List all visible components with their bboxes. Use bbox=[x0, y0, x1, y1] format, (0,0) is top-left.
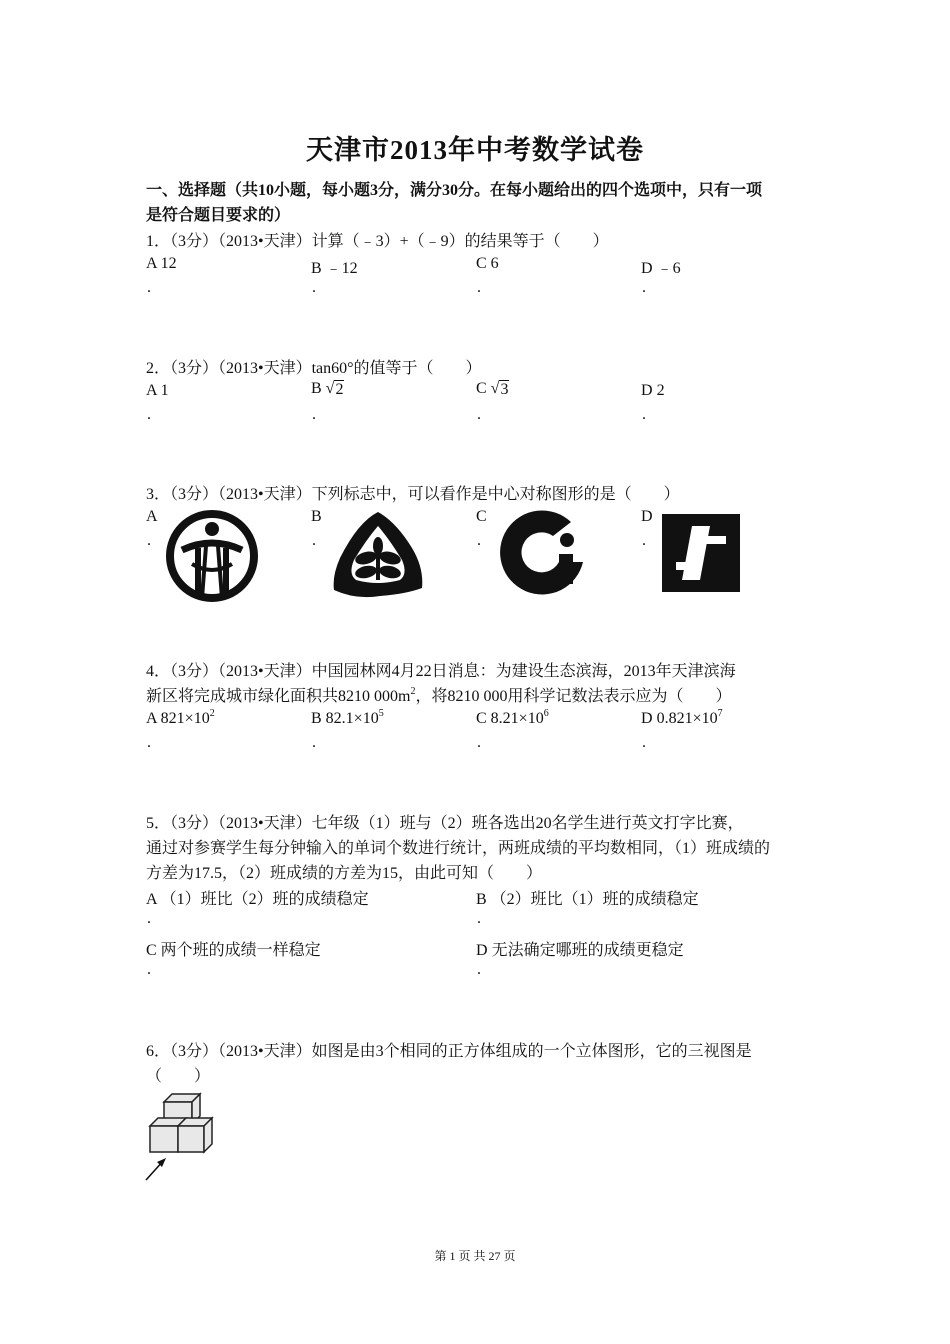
radical-sign-icon: √ bbox=[490, 380, 500, 397]
question-4-stem-line-2 bbox=[146, 683, 731, 706]
option-dot: . bbox=[642, 406, 646, 423]
question-6-stem-line-2: （ ） bbox=[146, 1068, 211, 1085]
person-in-circle-logo[interactable] bbox=[162, 506, 262, 606]
option-letter: D bbox=[476, 942, 488, 959]
option-a[interactable] bbox=[146, 382, 169, 400]
three-cube-solid-figure bbox=[142, 1088, 218, 1184]
option-text: 两个班的成绩一样稳定 bbox=[160, 942, 321, 959]
option-letter: A bbox=[146, 255, 157, 272]
option-dot: . bbox=[477, 279, 481, 296]
superscript: 2 bbox=[410, 686, 416, 697]
option-b[interactable] bbox=[311, 255, 358, 278]
option-dot: . bbox=[147, 406, 151, 423]
option-d[interactable] bbox=[476, 937, 684, 960]
option-b[interactable] bbox=[311, 710, 384, 728]
option-dot: . bbox=[147, 532, 151, 549]
question-3-stem: 3．（3分）（2013•天津）下列标志中，可以看作是中心对称图形的是（ ） bbox=[146, 486, 680, 503]
leaf-in-curved-triangle-logo[interactable] bbox=[328, 508, 428, 598]
option-letter: A bbox=[146, 891, 157, 908]
option-base: 0.821×10 bbox=[656, 710, 718, 727]
page-footer: 第 1 页 共 27 页 bbox=[434, 1249, 516, 1263]
option-text: 6 bbox=[490, 255, 499, 272]
option-letter: C bbox=[476, 255, 487, 272]
option-text: 1 bbox=[160, 382, 169, 399]
option-exponent: 2 bbox=[209, 708, 215, 719]
option-letter: A bbox=[146, 710, 157, 727]
radical-sign-icon: √ bbox=[325, 380, 335, 397]
question-5-stem-line-3: 方差为17.5，（2）班成绩的方差为15，由此可知（ ） bbox=[146, 865, 543, 882]
option-c[interactable] bbox=[476, 710, 549, 728]
option-b[interactable] bbox=[476, 886, 699, 909]
question-2-stem: 2．（3分）（2013•天津）tan60°的值等于（ ） bbox=[146, 360, 482, 377]
option-d-letter[interactable]: D bbox=[641, 508, 653, 525]
option-text: （2）班比（1）班的成绩稳定 bbox=[490, 891, 699, 908]
option-d[interactable] bbox=[641, 382, 665, 400]
option-letter: C bbox=[476, 710, 487, 727]
option-dot: . bbox=[477, 961, 481, 978]
question-5-stem-line-1: 5．（3分）（2013•天津）七年级（1）班与（2）班各选出20名学生进行英文打字比赛， bbox=[146, 815, 744, 832]
option-dot: . bbox=[147, 961, 151, 978]
option-a[interactable] bbox=[146, 886, 369, 909]
option-dot: . bbox=[642, 532, 646, 549]
option-letter: B bbox=[311, 260, 322, 277]
option-dot: . bbox=[477, 532, 481, 549]
option-base: 82.1×10 bbox=[325, 710, 379, 727]
option-c[interactable] bbox=[146, 937, 321, 960]
option-dot: . bbox=[312, 279, 316, 296]
question-4-stem-line-1: 4．（3分）（2013•天津）中国园林网4月22日消息：为建设生态滨海，2013年天津滨海 bbox=[146, 663, 736, 680]
option-dot: . bbox=[477, 734, 481, 751]
option-letter: B bbox=[476, 891, 487, 908]
option-a-letter[interactable]: A bbox=[146, 508, 158, 525]
stem-text: ，将8210 000用科学记数法表示应为（ ） bbox=[415, 688, 732, 705]
option-text: （1）班比（2）班的成绩稳定 bbox=[160, 891, 369, 908]
exam-title: 天津市2013年中考数学试卷 bbox=[306, 135, 644, 165]
option-text: 2 bbox=[656, 382, 665, 399]
option-letter: B bbox=[311, 710, 322, 727]
option-letter: D bbox=[641, 260, 653, 277]
option-dot: . bbox=[312, 406, 316, 423]
option-dot: . bbox=[312, 734, 316, 751]
square-root-2 bbox=[326, 380, 345, 398]
radicand: 2 bbox=[335, 381, 344, 398]
question-5-stem-line-2: 通过对参赛学生每分钟输入的单词个数进行统计，两班成绩的平均数相同，（1）班成绩的 bbox=[146, 840, 771, 857]
option-exponent: 7 bbox=[717, 708, 723, 719]
option-text: ﹣12 bbox=[325, 260, 358, 277]
option-exponent: 5 bbox=[378, 708, 384, 719]
option-b-letter[interactable]: B bbox=[311, 508, 322, 525]
section-heading-line-1: 一、选择题（共10小题，每小题3分，满分30分。在每小题给出的四个选项中，只有一项 bbox=[146, 182, 763, 199]
option-d[interactable] bbox=[641, 710, 723, 728]
interlocked-s-square-logo[interactable] bbox=[660, 512, 742, 594]
option-c[interactable] bbox=[476, 380, 509, 398]
option-letter: B bbox=[311, 380, 322, 397]
option-letter: D bbox=[641, 382, 653, 399]
option-dot: . bbox=[642, 279, 646, 296]
option-c[interactable] bbox=[476, 255, 499, 273]
section-heading-line-2: 是符合题目要求的） bbox=[146, 207, 291, 224]
option-dot: . bbox=[642, 734, 646, 751]
option-dot: . bbox=[147, 279, 151, 296]
option-a[interactable] bbox=[146, 710, 215, 728]
letter-g-logo[interactable] bbox=[493, 506, 589, 602]
option-letter: D bbox=[641, 710, 653, 727]
option-d[interactable] bbox=[641, 255, 681, 278]
option-exponent: 6 bbox=[543, 708, 549, 719]
option-dot: . bbox=[147, 734, 151, 751]
question-1-stem: 1．（3分）（2013•天津）计算（﹣3）+（﹣9）的结果等于（ ） bbox=[146, 233, 609, 250]
option-dot: . bbox=[477, 910, 481, 927]
option-dot: . bbox=[147, 910, 151, 927]
option-base: 821×10 bbox=[160, 710, 210, 727]
stem-text: 新区将完成城市绿化面积共8210 000m bbox=[146, 688, 411, 705]
option-letter: C bbox=[146, 942, 157, 959]
option-a[interactable] bbox=[146, 255, 177, 273]
option-dot: . bbox=[312, 532, 316, 549]
option-text: ﹣6 bbox=[656, 260, 681, 277]
option-text: 12 bbox=[160, 255, 177, 272]
option-text: 无法确定哪班的成绩更稳定 bbox=[491, 942, 684, 959]
option-c-letter[interactable]: C bbox=[476, 508, 487, 525]
option-letter: A bbox=[146, 382, 157, 399]
question-6-stem-line-1: 6．（3分）（2013•天津）如图是由3个相同的正方体组成的一个立体图形，它的三视图是 bbox=[146, 1043, 752, 1060]
option-b[interactable] bbox=[311, 380, 344, 398]
option-letter: C bbox=[476, 380, 487, 397]
option-base: 8.21×10 bbox=[490, 710, 544, 727]
radicand: 3 bbox=[500, 381, 509, 398]
option-dot: . bbox=[477, 406, 481, 423]
square-root-3 bbox=[491, 380, 510, 398]
